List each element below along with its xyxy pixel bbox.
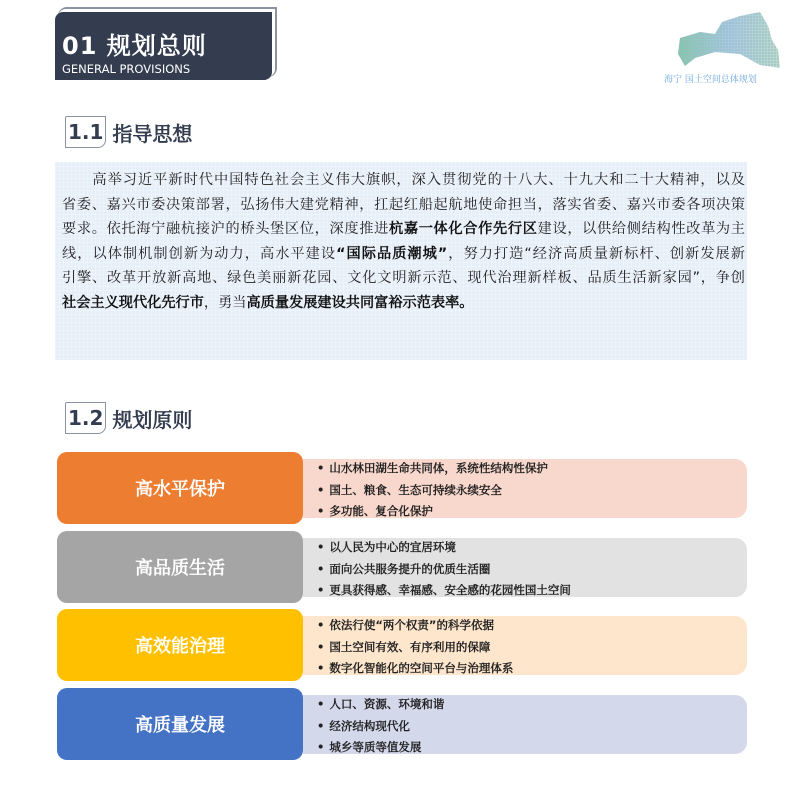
section-number: 1.1 — [65, 116, 106, 148]
principle-item-text: 依法行使“两个权责”的科学依据 — [329, 618, 494, 632]
principle-item-text: 以人民为中心的宜居环境 — [329, 540, 456, 554]
bullet-icon: • — [317, 504, 325, 518]
section-title: 规划原则 — [112, 407, 193, 432]
section-heading-1-2 — [65, 401, 192, 435]
bullet-icon: • — [317, 639, 325, 654]
bullet-icon: • — [317, 718, 325, 733]
principle-item — [317, 617, 494, 633]
text-run: ，勇当 — [203, 294, 247, 311]
paragraph-line — [62, 193, 745, 218]
principle-items — [303, 616, 747, 675]
emphasis-text: 杭嘉一体化合作先行区 — [388, 221, 538, 237]
principle-row — [57, 452, 747, 524]
bullet-icon: • — [317, 482, 325, 497]
paragraph-line — [62, 168, 745, 193]
principle-item — [317, 639, 490, 655]
principle-row — [57, 688, 747, 760]
emphasis-text: 社会主义现代化先行市 — [62, 294, 204, 311]
chapter-subtitle: GENERAL PROVISIONS — [62, 62, 191, 76]
text-run: 省委、嘉兴市委决策部署，弘扬伟大建党精神，扛起红船起航地使命担当，落实省委、嘉兴市委各项决策 — [62, 196, 745, 213]
paragraph-line — [62, 266, 745, 291]
bullet-icon: • — [317, 740, 325, 754]
principle-item — [317, 718, 410, 734]
bullet-icon: • — [317, 461, 325, 475]
principle-item-text: 人口、资源、环境和谐 — [329, 697, 445, 711]
text-run: ，努力打造“经济高质量新标杆、创新发展新 — [447, 245, 745, 262]
principle-item — [317, 561, 490, 577]
paragraph-line — [62, 217, 745, 242]
principle-item-text: 国土、粮食、生态可持续永续安全 — [329, 482, 502, 497]
paragraph-line — [62, 242, 745, 267]
principle-items — [303, 695, 747, 754]
principle-label: 高品质生活 — [57, 531, 303, 603]
chapter-title: 01 规划总则 — [62, 32, 207, 60]
principle-label: 高质量发展 — [57, 688, 303, 760]
principle-item — [317, 503, 433, 519]
guiding-ideology-panel — [55, 162, 747, 360]
principle-row — [57, 609, 747, 681]
principle-item-text: 多功能、复合化保护 — [329, 504, 433, 518]
section-title: 指导思想 — [112, 121, 193, 146]
principle-items — [303, 538, 747, 597]
principle-item-text: 国土空间有效、有序利用的保障 — [329, 639, 491, 654]
principle-item — [317, 739, 421, 755]
text-run: 引擎、改革开放新高地、绿色美丽新花园、文化文明新示范、现代治理新样板、品质生活新家园”，争创 — [62, 270, 745, 286]
emphasis-text: “国际品质潮城” — [336, 245, 448, 262]
guiding-ideology-paragraph — [62, 168, 745, 315]
text-run: 要求。依托海宁融杭接沪的桥头堡区位，深度推进 — [62, 221, 389, 237]
principle-item — [317, 696, 444, 712]
principle-item — [317, 539, 456, 555]
haining-map-logo — [660, 10, 785, 85]
section-heading-1-1 — [65, 115, 192, 149]
bullet-icon: • — [317, 697, 325, 711]
bullet-icon: • — [317, 583, 325, 597]
text-run: 线，以体制机制创新为动力，高水平建设 — [62, 245, 337, 262]
bullet-icon: • — [317, 618, 325, 632]
principle-item-text: 城乡等质等值发展 — [329, 740, 422, 754]
principle-item — [317, 460, 548, 476]
principle-items — [303, 459, 747, 518]
text-run: 高举习近平新时代中国特色社会主义伟大旗帜，深入贯彻党的十八大、十九大和二十大精神，以及 — [62, 172, 745, 188]
paragraph-line — [62, 291, 745, 316]
principle-item — [317, 482, 502, 498]
bullet-icon: • — [317, 661, 325, 675]
principle-item-text: 经济结构现代化 — [329, 718, 410, 733]
emphasis-text: 高质量发展建设共同富裕示范表率。 — [246, 294, 474, 311]
principle-item-text: 数字化智能化的空间平台与治理体系 — [329, 661, 514, 675]
principle-item-text: 更具获得感、幸福感、安全感的花园性国土空间 — [329, 583, 571, 597]
principle-item-text: 面向公共服务提升的优质生活圈 — [329, 561, 491, 576]
bullet-icon: • — [317, 540, 325, 554]
principle-item — [317, 582, 571, 598]
map-icon — [660, 10, 785, 72]
principle-label: 高水平保护 — [57, 452, 303, 524]
bullet-icon: • — [317, 561, 325, 576]
section-number: 1.2 — [65, 402, 106, 434]
principle-row — [57, 531, 747, 603]
text-run: 建设，以供给侧结构性改革为主 — [537, 221, 745, 237]
logo-caption: 海宁 国土空间总体规划 — [664, 75, 757, 85]
principle-item — [317, 660, 513, 676]
chapter-header — [55, 12, 272, 80]
principle-label: 高效能治理 — [57, 609, 303, 681]
principle-item-text: 山水林田湖生命共同体，系统性结构性保护 — [329, 461, 548, 475]
